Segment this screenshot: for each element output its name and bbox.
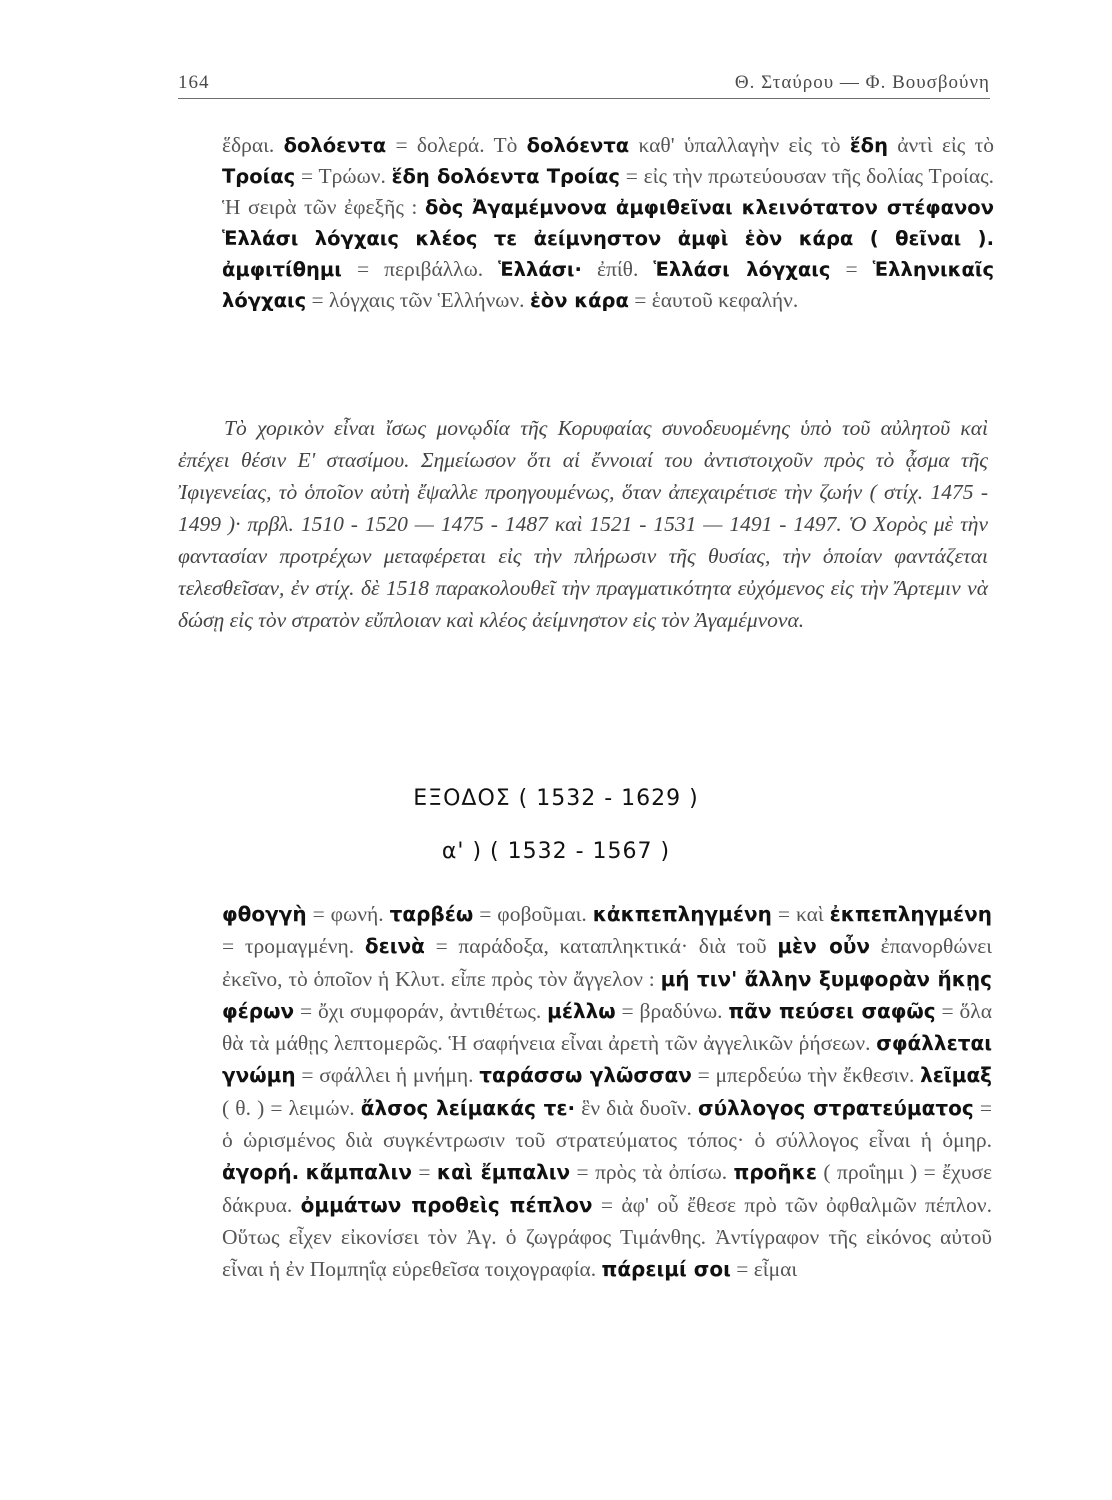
commentary-paragraph-2 [222,898,992,1286]
choral-note [178,412,988,636]
gloss-text: = ὄχι συμφοράν, ἀντιθέτως. [294,998,548,1023]
running-head: Θ. Σταύρου — Φ. Βουσβούνη [734,72,990,93]
gloss-text: = εἶμαι [730,1257,798,1282]
gloss-text: ( θ. ) = λειμών. [222,1095,361,1120]
gloss-text: = ὁ ὡρισμένος διὰ συγκέντρωσιν τοῦ στρατεύματος τόπος· ὁ σύλλογος εἶναι ἡ ὁμηρ. [222,1095,992,1153]
gloss-text: = σφάλλει ἡ μνήμη. [295,1063,480,1088]
lemma-term: κἀκπεπληγμένη [592,902,772,926]
lemma-term: καὶ ἔμπαλιν [436,1160,571,1185]
lemma-term: ἑὸν κάρα [529,289,629,312]
lemma-term: προῆκε [733,1160,818,1185]
page-header [178,62,990,99]
lemma-term: ἕδη δολόεντα Τροίας [391,165,620,188]
lemma-term: φθογγὴ [222,902,307,926]
gloss-text: = φοβοῦμαι. [473,902,593,926]
gloss-text: ( προΐημι ) = ἔχυσε δάκρυα. [222,1160,992,1217]
gloss-text: = Τρώων. [295,164,392,188]
gloss-text: ἕδραι. [222,133,284,157]
lemma-term: πᾶν πεύσει σαφῶς [728,998,936,1023]
lemma-term: κἄμπαλιν [305,1160,412,1185]
lemma-term: Τροίας [222,165,296,188]
gloss-text: = πρὸς τὰ ὀπίσω. [570,1160,734,1185]
commentary-text [222,130,994,316]
gloss-text: = δολερά. Τὸ [386,133,527,157]
gloss-text: ἀντὶ εἰς τὸ [887,133,994,157]
lemma-term: ἕδη [849,134,888,157]
choral-note-text: Τὸ χορικὸν εἶναι ἴσως μονῳδία τῆς Κορυφαίας συνοδευομένης ὑπὸ τοῦ αὐλητοῦ καὶ ἐπέχει θέσιν Ε' στασίμου. Σημείωσον ὅτι αἱ ἔννοιαί του ἀντιστοιχοῦν πρὸς τὸ ᾆσμα τῆς Ἰφιγενείας, τὸ ὁποῖον αὐτὴ ἔψαλλε προηγουμένως, ὅταν ἀπεχαιρέτισε τὴν ζωήν ( στίχ. 1475 - 1499 )· πρβλ. 1510 - 1520 — 1475 - 1487 καὶ 1521 - 1531 — 1491 - 1497. Ὁ Χορὸς μὲ τὴν φαντασίαν προτρέχων μεταφέρεται εἰς τὴν πλήρωσιν τῆς θυσίας, τὴν ὁποίαν φαντάζεται τελεσθεῖσαν, ἐν στίχ. δὲ 1518 παρακολουθεῖ τὴν πραγματικότητα εὐχόμενος εἰς τὴν Ἄρτεμιν νὰ δώσῃ εἰς τὸν στρατὸν εὔπλοιαν καὶ κλέος ἀείμνηστον εἰς τὸν Ἀγαμέμνονα. [178,416,988,632]
gloss-text: = μπερδεύω τὴν ἔκθεσιν. [691,1063,921,1088]
gloss-text: = εἰς τὴν πρωτεύουσαν τῆς δολίας Τροίας. Ἡ σειρὰ τῶν ἐφεξῆς : [222,164,994,219]
gloss-text: ἓν διὰ δυοῖν. [575,1095,699,1120]
lemma-term: δὸς Ἀγαμέμνονα ἀμφιθεῖναι κλεινότατον στέφανον Ἑλλάσι λόγχαις κλέος τε ἀείμνηστον ἀμφὶ ἑὸν κάρα ( θεῖναι ). [222,196,994,250]
gloss-text: = λόγχαις τῶν Ἑλλήνων. [306,288,530,312]
gloss-text: = [411,1160,437,1185]
gloss-text: = περιβάλλω. [341,257,499,281]
lemma-term: δεινὰ [364,934,425,959]
lemma-term: μέλλω [547,998,616,1023]
lemma-term: δολόεντα [283,134,387,157]
gloss-text: καθ' ὑπαλλαγὴν εἰς τὸ [629,133,850,157]
lemma-term: Ἑλλάσι· [498,258,582,281]
subsection-heading: α' ) ( 1532 - 1567 ) [441,839,671,864]
gloss-text: = ἀφ' οὗ ἔθεσε πρὸ τῶν ὀφθαλμῶν πέπλον. Οὕτως εἶχεν εἰκονίσει τὸν Ἀγ. ὁ ζωγράφος Τιμάνθης. Ἀντίγραφον τῆς εἰκόνος αὐτοῦ εἶναι ἡ ἐν Πομπηΐᾳ εὑρεθεῖσα τοιχογραφία. [222,1192,992,1282]
lemma-term: δολόεντα [526,134,630,157]
gloss-text: = ἑαυτοῦ κεφαλήν. [628,288,799,312]
gloss-text: = [830,257,873,281]
lemma-term: ὀμμάτων προθεὶς πέπλον [300,1192,593,1217]
section-heading: ΕΞΟΔΟΣ ( 1532 - 1629 ) [413,786,699,811]
lemma-term: μὲν οὖν [777,934,870,959]
lemma-term: μή τιν' ἄλλην ξυμφορὰν ἥκῃς φέρων [222,966,992,1023]
lemma-term: πάρειμί σοι [601,1257,731,1282]
gloss-text: = παράδοξα, καταπληκτικά· διὰ τοῦ [424,934,778,959]
gloss-text: = φωνή. [306,902,390,926]
lemma-term: ἀγορή. [222,1160,300,1185]
lemma-term: Ἑλληνικαῖς λόγχαις [222,258,994,312]
lemma-term: ταρβέω [389,902,474,926]
glossary-text [222,898,992,1286]
gloss-text: = καὶ [771,902,830,926]
page-number: 164 [178,72,210,93]
gloss-text: = ὅλα θὰ τὰ μάθῃς λεπτομερῶς. Ἡ σαφήνεια εἶναι ἀρετὴ τῶν ἀγγελικῶν ῥήσεων. [222,998,992,1056]
gloss-text: = βραδύνω. [615,998,729,1023]
lemma-term: σφάλλεται γνώμη [222,1031,992,1088]
lemma-term: λεῖμαξ [920,1063,992,1088]
gloss-text: = τρομαγμένη. [222,934,365,959]
lemma-term: ἀμφιτίθημι [222,258,342,281]
lemma-term: ἐκπεπληγμένη [829,902,992,926]
lemma-term: ἄλσος λείμακάς τε· [360,1095,576,1120]
gloss-text: ἐπίθ. [581,257,654,281]
lemma-term: Ἑλλάσι λόγχαις [653,258,831,281]
lemma-term: ταράσσω γλῶσσαν [479,1063,692,1088]
commentary-paragraph-1 [222,130,994,316]
gloss-text: ἐπανορθώνει ἐκεῖνο, τὸ ὁποῖον ἡ Κλυτ. εἶπε πρὸς τὸν ἄγγελον : [222,934,993,991]
lemma-term: σύλλογος στρατεύματος [698,1095,974,1120]
